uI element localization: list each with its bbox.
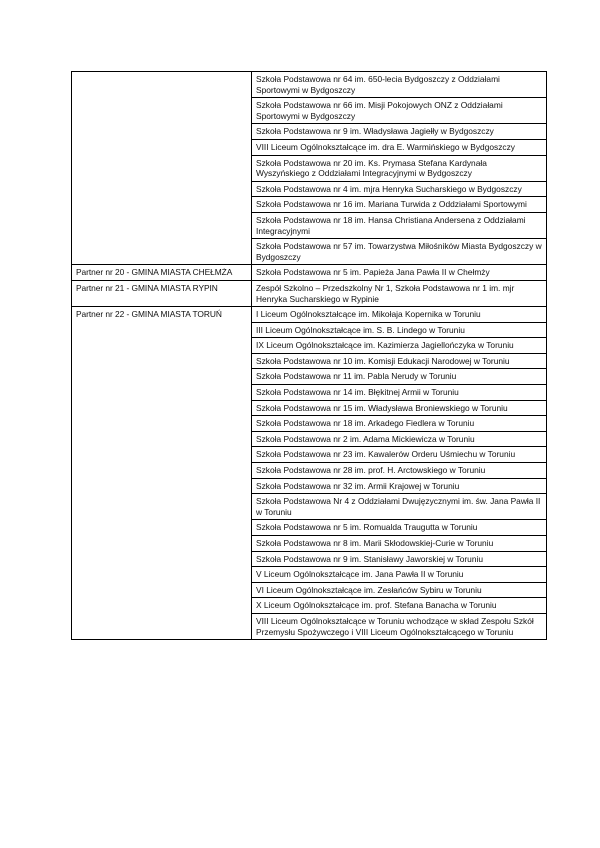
school-cell: I Liceum Ogólnokształcące im. Mikołaja Kopernika w Toruniu <box>252 307 547 323</box>
table-row <box>72 265 547 281</box>
table-row <box>72 307 547 323</box>
school-cell: Szkoła Podstawowa nr 66 im. Misji Pokojowych ONZ z Oddziałami Sportowymi w Bydgoszczy <box>252 98 547 124</box>
school-cell: Szkoła Podstawowa nr 28 im. prof. H. Arctowskiego w Toruniu <box>252 463 547 479</box>
school-cell: Szkoła Podstawowa nr 14 im. Błękitnej Armii w Toruniu <box>252 385 547 401</box>
school-cell: Szkoła Podstawowa nr 16 im. Mariana Turwida z Oddziałami Sportowymi <box>252 197 547 213</box>
school-cell: Szkoła Podstawowa nr 64 im. 650-lecia Bydgoszczy z Oddziałami Sportowymi w Bydgoszczy <box>252 72 547 98</box>
school-cell: Szkoła Podstawowa nr 8 im. Marii Skłodowskiej-Curie w Toruniu <box>252 536 547 552</box>
school-cell: Szkoła Podstawowa nr 15 im. Władysława Broniewskiego w Toruniu <box>252 400 547 416</box>
school-cell: VIII Liceum Ogólnokształcące im. dra E. Warmińskiego w Bydgoszczy <box>252 139 547 155</box>
school-cell: Szkoła Podstawowa nr 10 im. Komisji Edukacji Narodowej w Toruniu <box>252 353 547 369</box>
school-cell: Szkoła Podstawowa Nr 4 z Oddziałami Dwujęzycznymi im. św. Jana Pawła II w Toruniu <box>252 494 547 520</box>
school-cell: Szkoła Podstawowa nr 23 im. Kawalerów Orderu Uśmiechu w Toruniu <box>252 447 547 463</box>
school-cell: Szkoła Podstawowa nr 20 im. Ks. Prymasa Stefana Kardynała Wyszyńskiego z Oddziałami Integracyjnymi w Bydgoszczy <box>252 155 547 181</box>
school-cell: Szkoła Podstawowa nr 32 im. Armii Krajowej w Toruniu <box>252 478 547 494</box>
school-cell: Szkoła Podstawowa nr 18 im. Arkadego Fiedlera w Toruniu <box>252 416 547 432</box>
school-cell: Szkoła Podstawowa nr 9 im. Stanisławy Jaworskiej w Toruniu <box>252 551 547 567</box>
partner-schools-table <box>71 71 547 640</box>
school-cell: Szkoła Podstawowa nr 4 im. mjra Henryka Sucharskiego w Bydgoszczy <box>252 181 547 197</box>
table-row <box>72 280 547 306</box>
school-cell: Szkoła Podstawowa nr 2 im. Adama Mickiewicza w Toruniu <box>252 431 547 447</box>
school-cell: III Liceum Ogólnokształcące im. S. B. Lindego w Toruniu <box>252 322 547 338</box>
school-cell: Zespół Szkolno – Przedszkolny Nr 1, Szkoła Podstawowa nr 1 im. mjr Henryka Sucharskiego w Rypinie <box>252 280 547 306</box>
school-cell: Szkoła Podstawowa nr 57 im. Towarzystwa Miłośników Miasta Bydgoszczy w Bydgoszczy <box>252 239 547 265</box>
school-cell: Szkoła Podstawowa nr 9 im. Władysława Jagiełły w Bydgoszczy <box>252 124 547 140</box>
school-cell: IX Liceum Ogólnokształcące im. Kazimierza Jagiellończyka w Toruniu <box>252 338 547 354</box>
school-cell: Szkoła Podstawowa nr 11 im. Pabla Nerudy w Toruniu <box>252 369 547 385</box>
school-cell: X Liceum Ogólnokształcące im. prof. Stefana Banacha w Toruniu <box>252 598 547 614</box>
school-cell: VI Liceum Ogólnokształcące im. Zesłańców Sybiru w Toruniu <box>252 582 547 598</box>
partner-cell <box>72 72 252 265</box>
school-cell: Szkoła Podstawowa nr 18 im. Hansa Christiana Andersena z Oddziałami Integracyjnymi <box>252 212 547 238</box>
partner-cell: Partner nr 22 - GMINA MIASTA TORUŃ <box>72 307 252 640</box>
table-body <box>72 72 547 640</box>
school-cell: Szkoła Podstawowa nr 5 im. Papieża Jana Pawła II w Chełmży <box>252 265 547 281</box>
partner-cell: Partner nr 21 - GMINA MIASTA RYPIN <box>72 280 252 306</box>
table-row <box>72 72 547 98</box>
school-cell: Szkoła Podstawowa nr 5 im. Romualda Traugutta w Toruniu <box>252 520 547 536</box>
partner-cell: Partner nr 20 - GMINA MIASTA CHEŁMŻA <box>72 265 252 281</box>
school-cell: VIII Liceum Ogólnokształcące w Toruniu wchodzące w skład Zespołu Szkół Przemysłu Spożywczego i VIII Liceum Ogólnokształcącego w Toruniu <box>252 613 547 639</box>
school-cell: V Liceum Ogólnokształcące im. Jana Pawła II w Toruniu <box>252 567 547 583</box>
